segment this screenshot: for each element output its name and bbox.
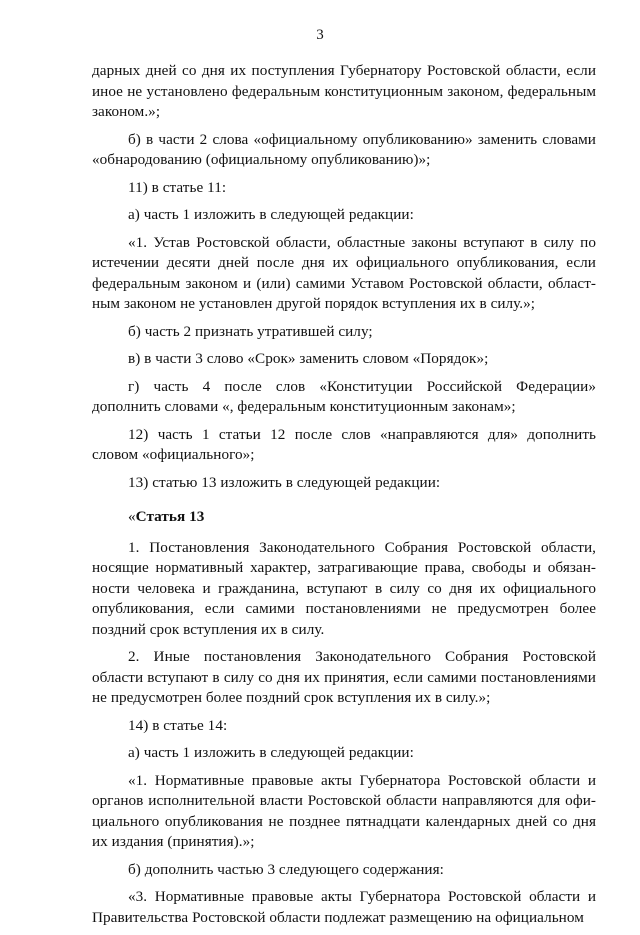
paragraph-item-11: 11) в статье 11:	[128, 178, 227, 196]
paragraph-item-14: 14) в статье 14:	[128, 716, 228, 734]
paragraph-item-13: 13) статью 13 изложить в следующей редакции:	[128, 473, 441, 491]
paragraph-11a-quote: «1. Устав Ростовской области, областные законы вступают в силу по истечении десяти дней после дня их официального опубликования, если федеральным законом и (или) самими Уставом Ростовской области, област-ным законом не установлен другой порядок вступления их в силу.»;	[92, 233, 596, 312]
paragraph-14b-quote: «3. Нормативные правовые акты Губернатора Ростовской области и Правительства Ростовской области подлежат размещению на официальном	[92, 888, 596, 926]
document-body	[92, 61, 596, 935]
heading-quote-mark: «	[128, 508, 136, 525]
paragraph-11a: а) часть 1 изложить в следующей редакции:	[128, 206, 414, 223]
paragraph-14a-quote: «1. Нормативные правовые акты Губернатора Ростовской области и органов исполнительной власти Ростовской области направляются для офи-циального опубликования не позднее пятнадцати календарных дней со дня их издания (принятия).»;	[92, 771, 596, 850]
paragraph-14b: б) дополнить частью 3 следующего содержания:	[128, 860, 444, 878]
paragraph-continuation: дарных дней со дня их поступления Губернатору Ростовской области, если иное не установлено федеральным конституционным законом, федеральным законом.»;	[92, 62, 596, 120]
paragraph-11g: г) часть 4 после слов «Конституции Российской Федерации» дополнить словами «, федеральным конституционным законам»;	[92, 377, 596, 415]
paragraph-2b-publication: б) в части 2 слова «официальному опубликованию» заменить словами «обнародованию (официальному опубликованию)»;	[92, 130, 596, 168]
paragraph-11v: в) в части 3 слово «Срок» заменить словом «Порядок»;	[128, 350, 489, 367]
paragraph-11b: б) часть 2 признать утратившей силу;	[128, 322, 373, 340]
heading-title: Статья 13	[135, 508, 205, 525]
article-13-heading	[92, 507, 596, 528]
paragraph-item-12: 12) часть 1 статьи 12 после слов «направляются для» дополнить словом «официального»;	[92, 425, 596, 463]
article-13-part-1: 1. Постановления Законодательного Собрания Ростовской области, носящие нормативный характер, затрагивающие права, свободы и обязан-ности человека и гражданина, вступают в силу со дня их официального опубликования, если самими постановлениями не предусмотрен более поздний срок вступления их в силу.	[92, 538, 596, 638]
paragraph-14a: а) часть 1 изложить в следующей редакции:	[128, 744, 414, 761]
page-number: 3	[316, 27, 324, 43]
article-13-part-2: 2. Иные постановления Законодательного Собрания Ростовской области вступают в силу со дня их принятия, если самими постановлениями не предусмотрен более поздний срок вступления их в силу.»;	[92, 648, 596, 706]
